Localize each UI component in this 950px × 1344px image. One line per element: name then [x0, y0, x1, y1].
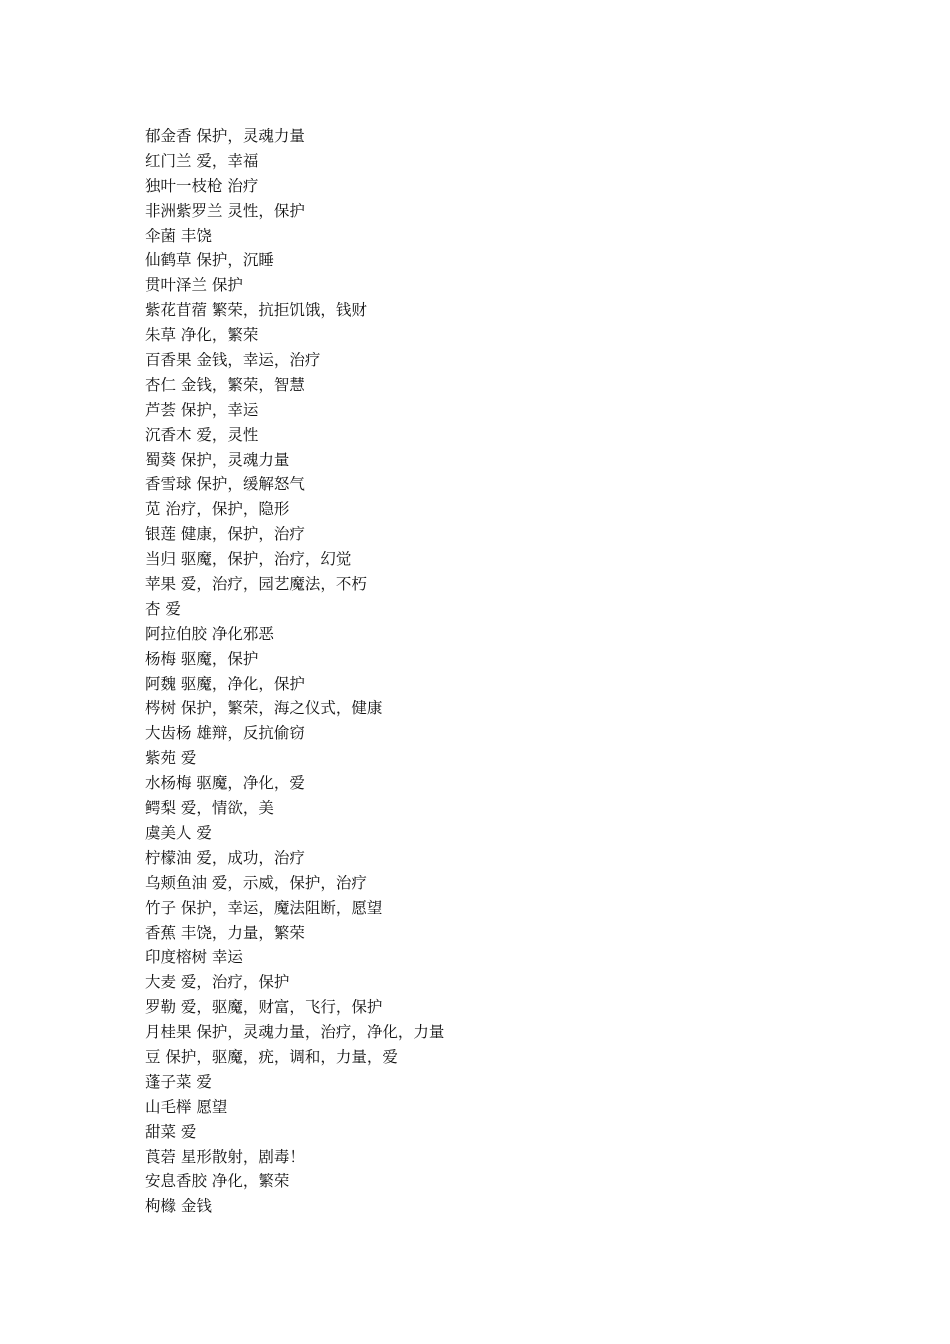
- list-item: 山毛榉 愿望: [145, 1097, 228, 1116]
- list-item: 杏 爱: [145, 599, 181, 618]
- list-item: 柠檬油 爱，成功，治疗: [145, 848, 305, 867]
- list-item: 枸橼 金钱: [145, 1197, 212, 1216]
- list-item: 沉香木 爱，灵性: [145, 425, 259, 444]
- list-item: 芦荟 保护，幸运: [145, 400, 259, 419]
- list-item: 罗勒 爱，驱魔，财富，飞行，保护: [145, 998, 383, 1017]
- list-item: 杨梅 驱魔，保护: [145, 649, 259, 668]
- list-item: 贯叶泽兰 保护: [145, 276, 243, 295]
- list-item: 苋 治疗，保护，隐形: [145, 500, 290, 519]
- list-item: 安息香胶 净化，繁荣: [145, 1172, 290, 1191]
- list-item: 独叶一枝枪 治疗: [145, 176, 259, 195]
- list-item: 当归 驱魔，保护，治疗，幻觉: [145, 550, 352, 569]
- list-item: 郁金香 保护，灵魂力量: [145, 127, 305, 145]
- list-item: 虞美人 爱: [145, 823, 212, 842]
- list-item: 竹子 保护，幸运，魔法阻断，愿望: [145, 898, 383, 917]
- list-item: 莨菪 星形散射，剧毒！: [145, 1147, 305, 1166]
- list-item: 蜀葵 保护，灵魂力量: [145, 450, 290, 469]
- list-item: 紫花苜蓿 繁荣，抗拒饥饿，钱财: [145, 301, 367, 320]
- herb-meaning-list: [145, 124, 444, 1219]
- list-item: 朱草 净化，繁荣: [145, 326, 259, 345]
- list-item: 月桂果 保护，灵魂力量，治疗，净化，力量: [145, 1023, 445, 1042]
- list-item: 紫苑 爱: [145, 749, 197, 768]
- list-item: 甜菜 爱: [145, 1122, 197, 1141]
- list-item: 香雪球 保护，缓解怒气: [145, 475, 305, 494]
- list-item: 豆 保护，驱魔，疣，调和，力量，爱: [145, 1047, 398, 1066]
- list-item: 蓬子菜 爱: [145, 1072, 212, 1091]
- list-item: 大麦 爱，治疗，保护: [145, 973, 290, 992]
- list-item: 乌颊鱼油 爱，示威，保护，治疗: [145, 873, 367, 892]
- list-item: 伞菌 丰饶: [145, 226, 212, 245]
- list-item: 香蕉 丰饶，力量，繁荣: [145, 923, 305, 942]
- list-item: 梣树 保护，繁荣，海之仪式，健康: [145, 699, 383, 718]
- list-item: 鳄梨 爱，情欲，美: [145, 799, 274, 818]
- list-item: 水杨梅 驱魔，净化，爱: [145, 774, 305, 793]
- list-item: 苹果 爱，治疗，园艺魔法，不朽: [145, 575, 367, 594]
- list-item: 百香果 金钱，幸运，治疗: [145, 351, 321, 370]
- list-item: 红门兰 爱，幸福: [145, 151, 259, 170]
- list-item: 杏仁 金钱，繁荣，智慧: [145, 375, 305, 394]
- list-item: 大齿杨 雄辩，反抗偷窃: [145, 724, 305, 743]
- list-item: 仙鹤草 保护，沉睡: [145, 251, 274, 270]
- list-item: 银莲 健康，保护，治疗: [145, 525, 305, 544]
- list-item: 非洲紫罗兰 灵性，保护: [145, 201, 305, 220]
- list-item: 印度榕树 幸运: [145, 948, 243, 967]
- list-item: 阿拉伯胶 净化邪恶: [145, 624, 274, 643]
- list-item: 阿魏 驱魔，净化，保护: [145, 674, 305, 693]
